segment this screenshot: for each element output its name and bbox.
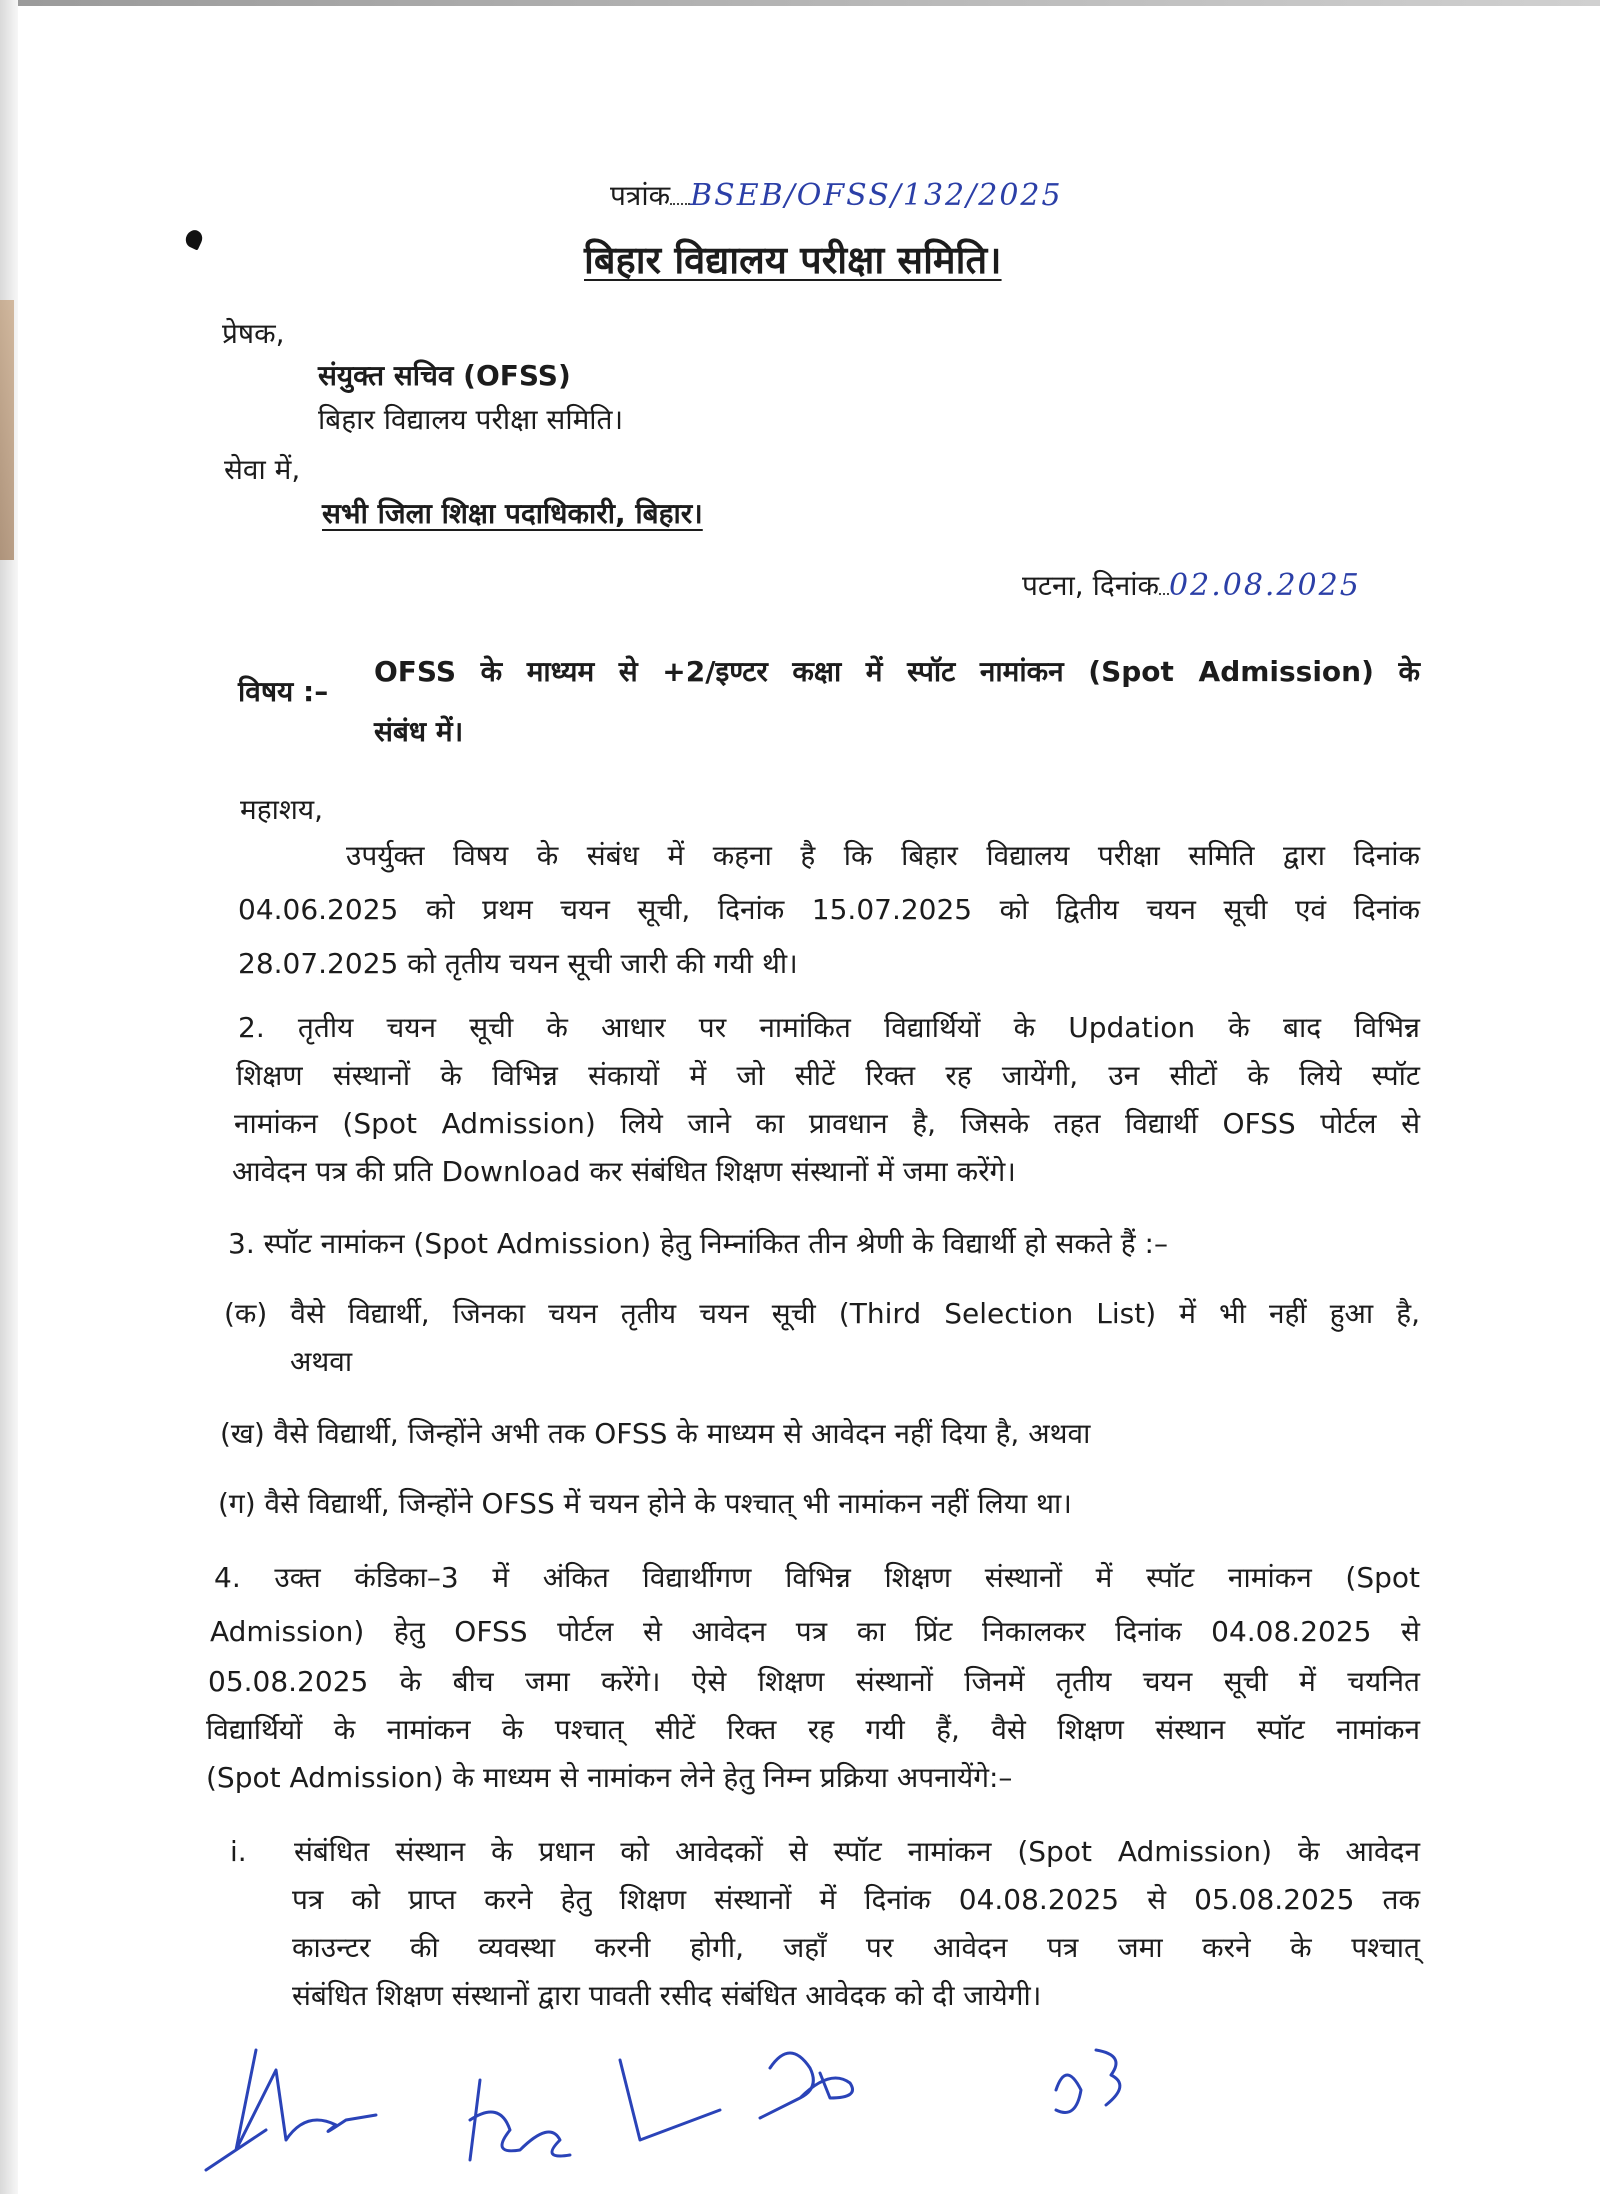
para4-line: (Spot Admission) के माध्यम से नामांकन लेने हेतु निम्न प्रक्रिया अपनायेंगे:– (206, 1761, 1013, 1794)
date-value: 02.08.2025 (1169, 568, 1361, 603)
item-i-line: पत्र को प्राप्त करने हेतु शिक्षण संस्थानों में दिनांक 04.08.2025 से 05.08.2025 तक (292, 1883, 1420, 1916)
para4-line: विद्यार्थियों के नामांकन के पश्चात् सीटें रिक्त रह गयी हैं, वैसे शिक्षण संस्थान स्पॉट नामांकन (206, 1713, 1420, 1746)
scan-top-edge (0, 0, 1600, 6)
para1-line: 04.06.2025 को प्रथम चयन सूची, दिनांक 15.07.2025 को द्वितीय चयन सूची एवं दिनांक (238, 893, 1420, 926)
sender-name: संयुक्त सचिव (OFSS) (318, 359, 571, 392)
sender-label: प्रेषक, (222, 317, 285, 350)
item-ka-line-1: (क) वैसे विद्यार्थी, जिनका चयन तृतीय चयन सूची (Third Selection List) में भी नहीं हुआ है, (224, 1297, 1420, 1330)
para3-intro: 3. स्पॉट नामांकन (Spot Admission) हेतु निम्नांकित तीन श्रेणी के विद्यार्थी हो सकते हैं :– (228, 1227, 1168, 1260)
signature-2 (450, 2060, 590, 2180)
para1-line: 28.07.2025 को तृतीय चयन सूची जारी की गयी थी। (238, 947, 798, 980)
date-label: पटना, दिनांक (1022, 569, 1160, 602)
item-i-line: संबंधित संस्थान के प्रधान को आवेदकों से स्पॉट नामांकन (Spot Admission) के आवेदन (294, 1835, 1420, 1868)
para4-line: 4. उक्त कंडिका–3 में अंकित विद्यार्थीगण विभिन्न शिक्षण संस्थानों में स्पॉट नामांकन (Spot (214, 1561, 1420, 1594)
signature-5 (1036, 2030, 1146, 2130)
item-ka-line-2: अथवा (290, 1345, 353, 1378)
desk-edge (0, 300, 14, 560)
signature-4 (740, 2028, 880, 2138)
para2-line: नामांकन (Spot Admission) लिये जाने का प्रावधान है, जिसके तहत विद्यार्थी OFSS पोर्टल से (234, 1107, 1420, 1140)
item-i-line: काउन्टर की व्यवस्था करनी होगी, जहाँ पर आवेदन पत्र जमा करने के पश्चात् (292, 1931, 1420, 1964)
recipient-name: सभी जिला शिक्षा पदाधिकारी, बिहार। (322, 497, 703, 530)
salutation: महाशय, (240, 793, 324, 826)
item-i-line: संबंधित शिक्षण संस्थानों द्वारा पावती रसीद संबंधित आवेदक को दी जायेगी। (292, 1979, 1042, 2012)
para4-line: Admission) हेतु OFSS पोर्टल से आवेदन पत्र का प्रिंट निकालकर दिनांक 04.08.2025 से (210, 1615, 1420, 1648)
organization-title: बिहार विद्यालय परीक्षा समिति। (584, 238, 1002, 282)
para4-line: 05.08.2025 के बीच जमा करेंगे। ऐसे शिक्षण संस्थानों जिनमें तृतीय चयन सूची में चयनित (208, 1665, 1420, 1698)
para2-line: शिक्षण संस्थानों के विभिन्न संकायों में जो सीटें रिक्त रह जायेंगी, उन सीटों के लिये स्पॉट (236, 1059, 1420, 1092)
subject-line-1: OFSS के माध्यम से +2/इण्टर कक्षा में स्पॉट नामांकन (Spot Admission) के (374, 655, 1420, 688)
reference-label: पत्रांक (610, 179, 671, 212)
subject-line-2: संबंध में। (374, 715, 464, 748)
signature-1 (196, 2030, 396, 2180)
para1-line: उपर्युक्त विषय के संबंध में कहना है कि बिहार विद्यालय परीक्षा समिति द्वारा दिनांक (346, 839, 1420, 872)
para2-line: आवेदन पत्र की प्रति Download कर संबंधित शिक्षण संस्थानों में जमा करेंगे। (232, 1155, 1016, 1188)
para2-line: 2. तृतीय चयन सूची के आधार पर नामांकित विद्यार्थियों के Updation के बाद विभिन्न (238, 1011, 1420, 1044)
recipient-label: सेवा में, (224, 453, 301, 486)
signature-3 (600, 2050, 740, 2160)
item-i-marker: i. (230, 1835, 247, 1868)
item-ga: (ग) वैसे विद्यार्थी, जिन्होंने OFSS में चयन होने के पश्चात् भी नामांकन नहीं लिया था। (218, 1487, 1072, 1520)
sender-organization: बिहार विद्यालय परीक्षा समिति। (318, 403, 624, 436)
reference-number: BSEB/OFSS/132/2025 (690, 178, 1063, 213)
reference-line (610, 178, 1063, 214)
date-line (1022, 568, 1361, 604)
ink-mark (183, 227, 205, 250)
item-kha: (ख) वैसे विद्यार्थी, जिन्होंने अभी तक OFSS के माध्यम से आवेदन नहीं दिया है, अथवा (220, 1417, 1091, 1450)
subject-label: विषय :– (238, 675, 329, 708)
